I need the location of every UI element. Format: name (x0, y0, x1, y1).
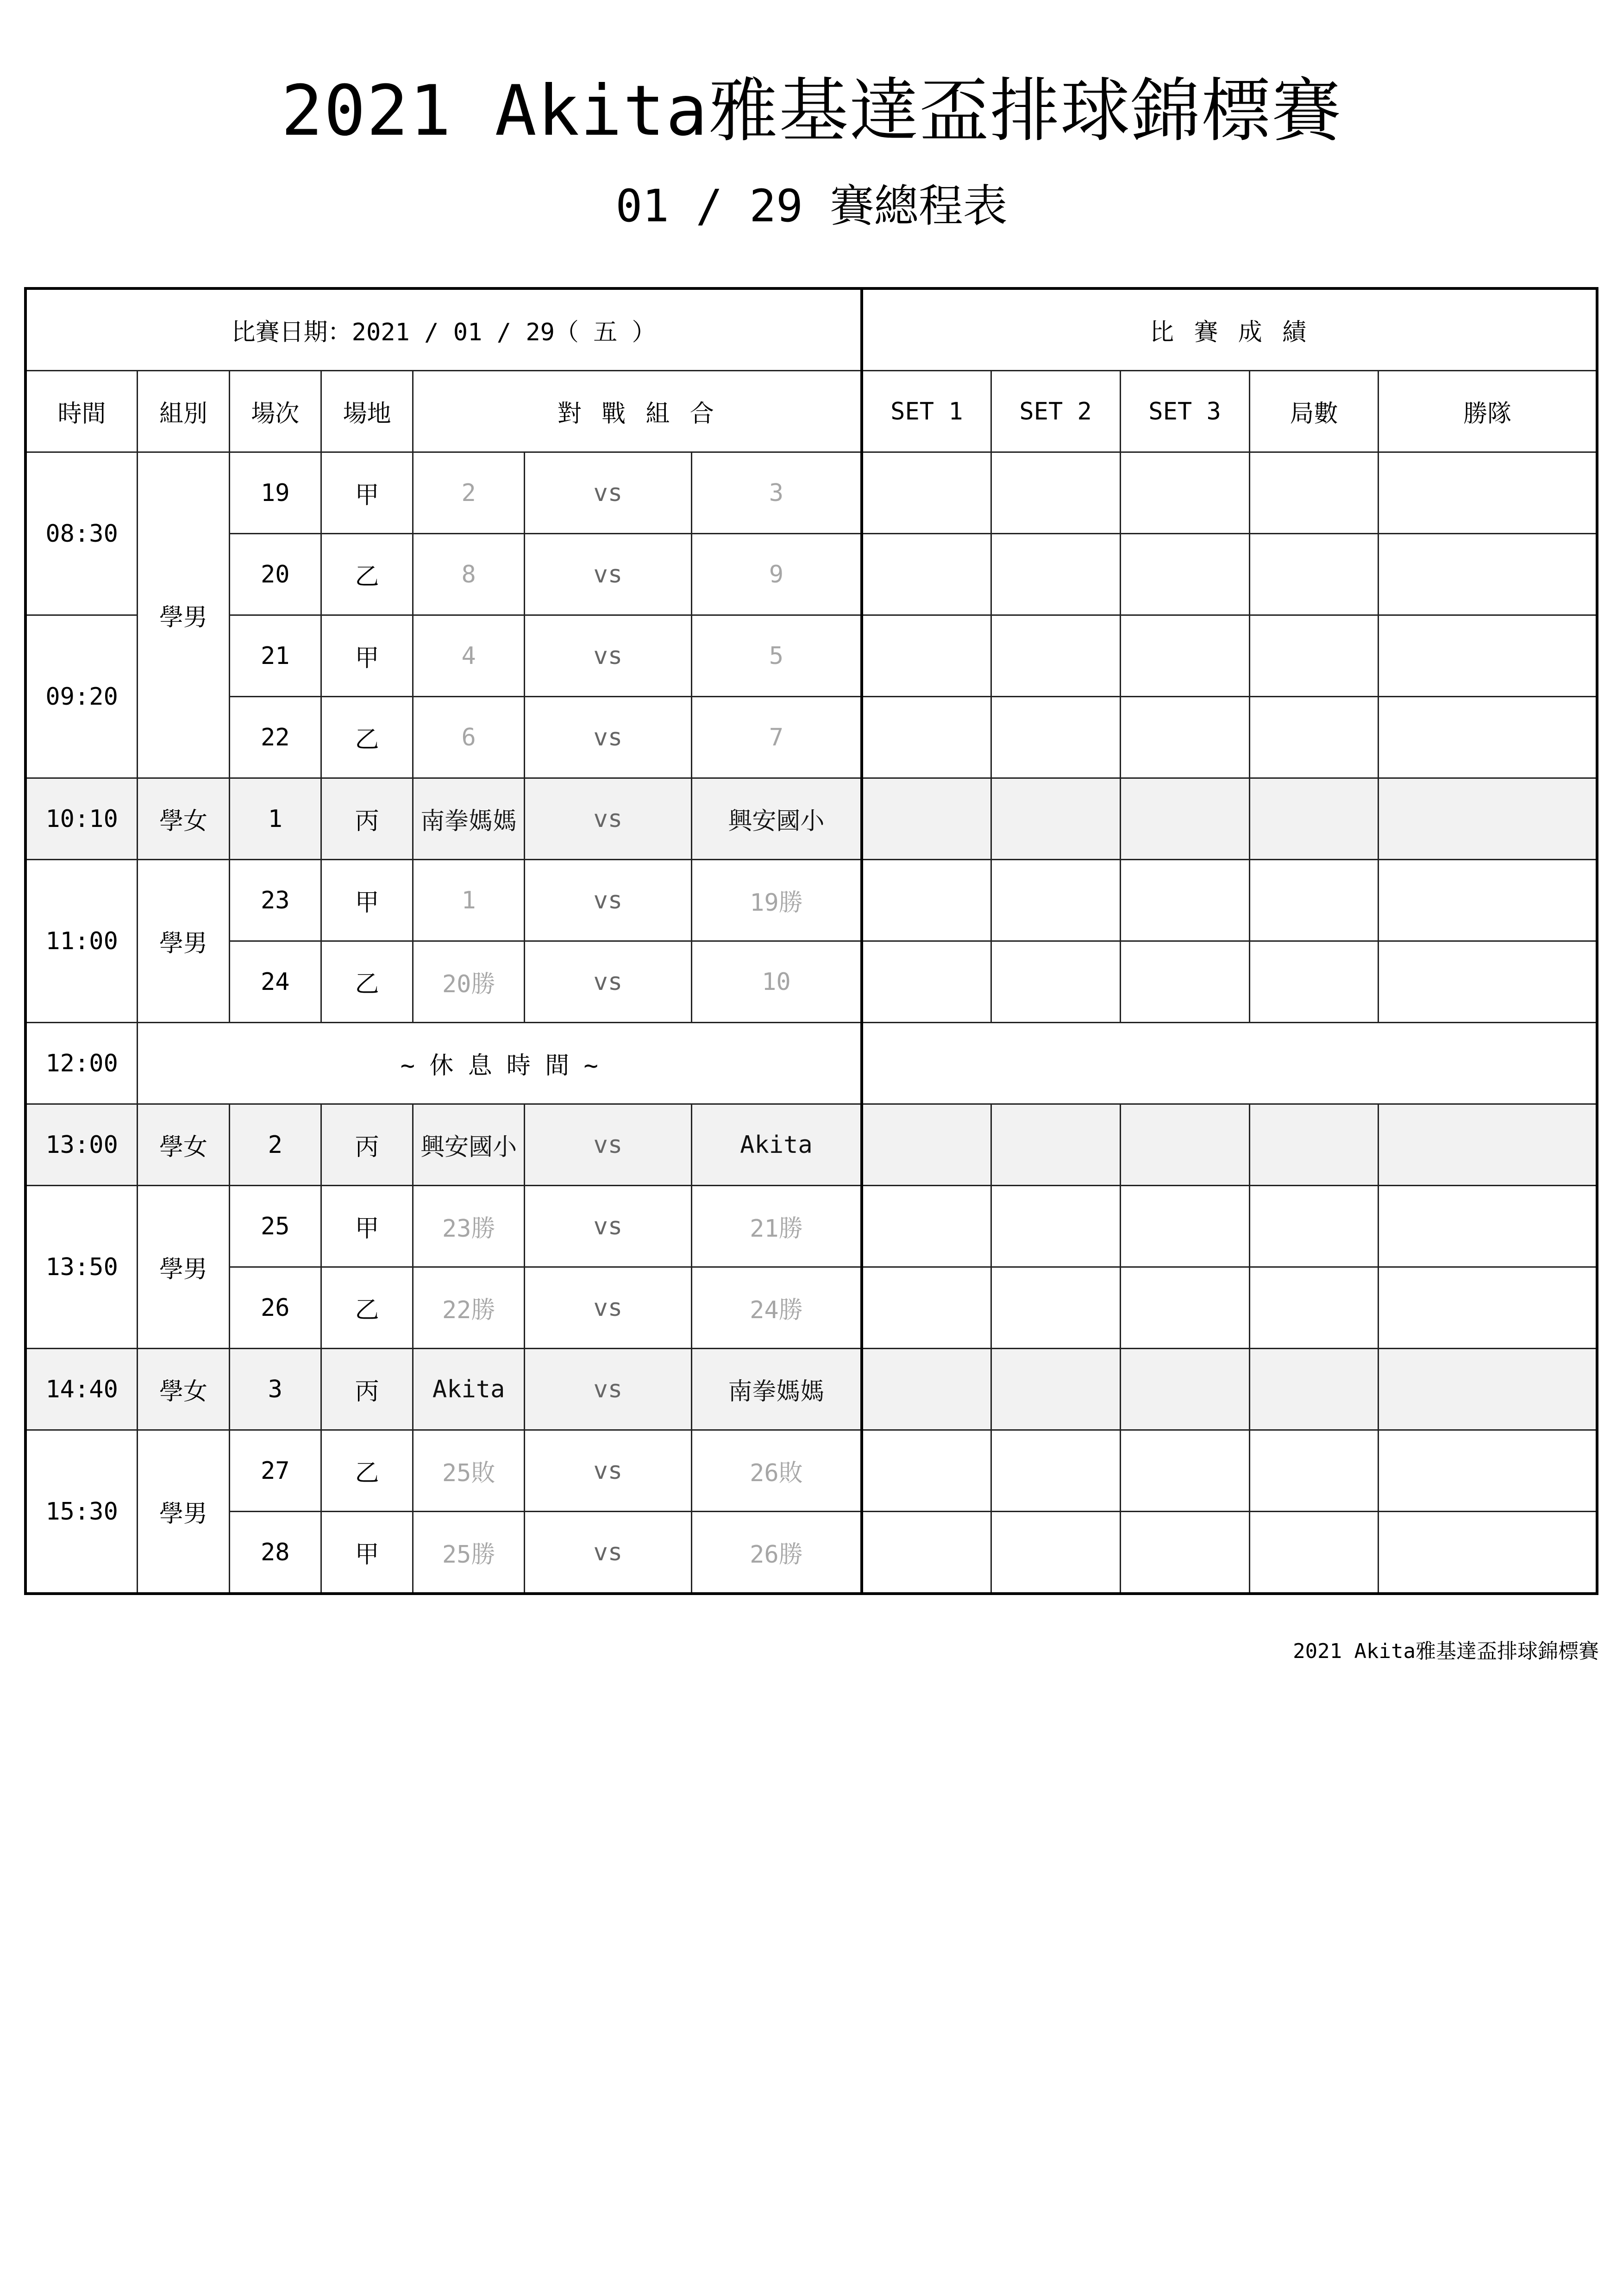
set2-score (991, 1267, 1120, 1349)
match-no: 21 (229, 615, 321, 697)
col-match: 場次 (229, 371, 321, 452)
match-no: 2 (229, 1104, 321, 1186)
team-a: 興安國小 (413, 1104, 525, 1186)
col-set3: SET 3 (1120, 371, 1249, 452)
team-a: 1 (413, 860, 525, 941)
match-no: 3 (229, 1349, 321, 1430)
team-b: 26勝 (691, 1512, 862, 1594)
match-no: 24 (229, 941, 321, 1023)
group-cell: 學男 (138, 452, 229, 778)
vs-label: vs (525, 1267, 692, 1349)
match-no: 1 (229, 778, 321, 860)
team-b: 26敗 (691, 1430, 862, 1512)
set1-score (862, 941, 991, 1023)
col-court: 場地 (321, 371, 413, 452)
table-row (25, 534, 1597, 615)
table-row (25, 1267, 1597, 1349)
set2-score (991, 1104, 1120, 1186)
table-row (25, 615, 1597, 697)
set3-score (1120, 1349, 1249, 1430)
set2-score (991, 1430, 1120, 1512)
time-cell: 13:00 (25, 1104, 138, 1186)
set2-score (991, 452, 1120, 534)
team-b: 興安國小 (691, 778, 862, 860)
set1-score (862, 697, 991, 778)
team-a: 23勝 (413, 1186, 525, 1267)
set3-score (1120, 534, 1249, 615)
games-score (1249, 615, 1379, 697)
set2-score (991, 860, 1120, 941)
court: 乙 (321, 697, 413, 778)
court: 甲 (321, 860, 413, 941)
games-score (1249, 778, 1379, 860)
team-a: 25敗 (413, 1430, 525, 1512)
set3-score (1120, 1104, 1249, 1186)
court: 丙 (321, 1349, 413, 1430)
winner-cell (1379, 1512, 1597, 1594)
col-pairing: 對 戰 組 合 (413, 371, 862, 452)
vs-label: vs (525, 1104, 692, 1186)
match-no: 20 (229, 534, 321, 615)
winner-cell (1379, 1430, 1597, 1512)
games-score (1249, 941, 1379, 1023)
vs-label: vs (525, 1430, 692, 1512)
team-a: 4 (413, 615, 525, 697)
table-row (25, 697, 1597, 778)
header-row-2 (25, 371, 1597, 452)
group-cell: 學女 (138, 1104, 229, 1186)
col-group: 組別 (138, 371, 229, 452)
team-a: 2 (413, 452, 525, 534)
games-score (1249, 452, 1379, 534)
table-row (25, 941, 1597, 1023)
court: 甲 (321, 615, 413, 697)
schedule-table (24, 287, 1598, 1595)
games-score (1249, 1349, 1379, 1430)
header-row-1 (25, 288, 1597, 371)
team-a: 8 (413, 534, 525, 615)
set3-score (1120, 1267, 1249, 1349)
team-b: 7 (691, 697, 862, 778)
time-cell: 09:20 (25, 615, 138, 778)
table-row (25, 452, 1597, 534)
vs-label: vs (525, 534, 692, 615)
set1-score (862, 1186, 991, 1267)
table-row (25, 1512, 1597, 1594)
set3-score (1120, 941, 1249, 1023)
table-row (25, 1349, 1597, 1430)
team-a: 20勝 (413, 941, 525, 1023)
team-b: 24勝 (691, 1267, 862, 1349)
set1-score (862, 452, 991, 534)
match-no: 19 (229, 452, 321, 534)
match-no: 27 (229, 1430, 321, 1512)
group-cell: 學女 (138, 1349, 229, 1430)
team-a: 25勝 (413, 1512, 525, 1594)
page-title: 2021 Akita雅基達盃排球錦標賽 (281, 71, 1342, 151)
team-b: 19勝 (691, 860, 862, 941)
group-cell: 學男 (138, 860, 229, 1023)
results-header: 比 賽 成 績 (862, 288, 1597, 371)
games-score (1249, 860, 1379, 941)
court: 乙 (321, 534, 413, 615)
court: 乙 (321, 1267, 413, 1349)
vs-label: vs (525, 941, 692, 1023)
court: 甲 (321, 1186, 413, 1267)
team-b: Akita (691, 1104, 862, 1186)
time-cell: 11:00 (25, 860, 138, 1023)
page-subtitle: 01 / 29 賽總程表 (615, 180, 1008, 232)
vs-label: vs (525, 860, 692, 941)
set2-score (991, 1512, 1120, 1594)
time-cell: 14:40 (25, 1349, 138, 1430)
set1-score (862, 1267, 991, 1349)
team-b: 9 (691, 534, 862, 615)
match-no: 22 (229, 697, 321, 778)
team-a: 6 (413, 697, 525, 778)
winner-cell (1379, 534, 1597, 615)
vs-label: vs (525, 778, 692, 860)
break-label: ~ 休 息 時 間 ~ (138, 1023, 862, 1104)
set1-score (862, 534, 991, 615)
match-no: 25 (229, 1186, 321, 1267)
vs-label: vs (525, 1186, 692, 1267)
winner-cell (1379, 697, 1597, 778)
table-row (25, 1430, 1597, 1512)
match-no: 28 (229, 1512, 321, 1594)
games-score (1249, 1186, 1379, 1267)
court: 丙 (321, 1104, 413, 1186)
group-cell: 學女 (138, 778, 229, 860)
set1-score (862, 615, 991, 697)
court: 丙 (321, 778, 413, 860)
games-score (1249, 1104, 1379, 1186)
set1-score (862, 860, 991, 941)
set3-score (1120, 1430, 1249, 1512)
winner-cell (1379, 1349, 1597, 1430)
table-row (25, 778, 1597, 860)
set2-score (991, 778, 1120, 860)
court: 甲 (321, 452, 413, 534)
vs-label: vs (525, 1512, 692, 1594)
court: 乙 (321, 941, 413, 1023)
winner-cell (1379, 778, 1597, 860)
winner-cell (1379, 1267, 1597, 1349)
col-time: 時間 (25, 371, 138, 452)
col-winner: 勝隊 (1379, 371, 1597, 452)
vs-label: vs (525, 1349, 692, 1430)
games-score (1249, 697, 1379, 778)
group-cell: 學男 (138, 1430, 229, 1594)
games-score (1249, 534, 1379, 615)
match-no: 23 (229, 860, 321, 941)
set2-score (991, 941, 1120, 1023)
table-row (25, 1104, 1597, 1186)
winner-cell (1379, 1186, 1597, 1267)
team-a: Akita (413, 1349, 525, 1430)
team-b: 南拳媽媽 (691, 1349, 862, 1430)
time-cell: 10:10 (25, 778, 138, 860)
time-cell: 12:00 (25, 1023, 138, 1104)
set2-score (991, 534, 1120, 615)
set3-score (1120, 452, 1249, 534)
winner-cell (1379, 941, 1597, 1023)
games-score (1249, 1267, 1379, 1349)
vs-label: vs (525, 697, 692, 778)
team-a: 22勝 (413, 1267, 525, 1349)
time-cell: 15:30 (25, 1430, 138, 1594)
games-score (1249, 1512, 1379, 1594)
set3-score (1120, 697, 1249, 778)
footer-note: 2021 Akita雅基達盃排球錦標賽 (1293, 1639, 1599, 1663)
set3-score (1120, 1186, 1249, 1267)
games-score (1249, 1430, 1379, 1512)
col-set2: SET 2 (991, 371, 1120, 452)
break-row (25, 1023, 1597, 1104)
time-cell: 08:30 (25, 452, 138, 615)
set3-score (1120, 615, 1249, 697)
set2-score (991, 1186, 1120, 1267)
team-b: 21勝 (691, 1186, 862, 1267)
winner-cell (1379, 615, 1597, 697)
break-results-cell (862, 1023, 1597, 1104)
table-row (25, 1186, 1597, 1267)
set1-score (862, 1430, 991, 1512)
set1-score (862, 1512, 991, 1594)
set2-score (991, 697, 1120, 778)
set3-score (1120, 1512, 1249, 1594)
set1-score (862, 778, 991, 860)
group-cell: 學男 (138, 1186, 229, 1349)
team-b: 10 (691, 941, 862, 1023)
team-b: 5 (691, 615, 862, 697)
time-cell: 13:50 (25, 1186, 138, 1349)
set2-score (991, 1349, 1120, 1430)
table-row (25, 860, 1597, 941)
match-no: 26 (229, 1267, 321, 1349)
col-games: 局數 (1249, 371, 1379, 452)
set1-score (862, 1104, 991, 1186)
set3-score (1120, 778, 1249, 860)
winner-cell (1379, 860, 1597, 941)
vs-label: vs (525, 452, 692, 534)
vs-label: vs (525, 615, 692, 697)
team-a: 南拳媽媽 (413, 778, 525, 860)
winner-cell (1379, 1104, 1597, 1186)
winner-cell (1379, 452, 1597, 534)
set2-score (991, 615, 1120, 697)
col-set1: SET 1 (862, 371, 991, 452)
match-date-header: 比賽日期：2021 / 01 / 29（ 五 ） (25, 288, 862, 371)
team-b: 3 (691, 452, 862, 534)
set1-score (862, 1349, 991, 1430)
court: 乙 (321, 1430, 413, 1512)
set3-score (1120, 860, 1249, 941)
court: 甲 (321, 1512, 413, 1594)
